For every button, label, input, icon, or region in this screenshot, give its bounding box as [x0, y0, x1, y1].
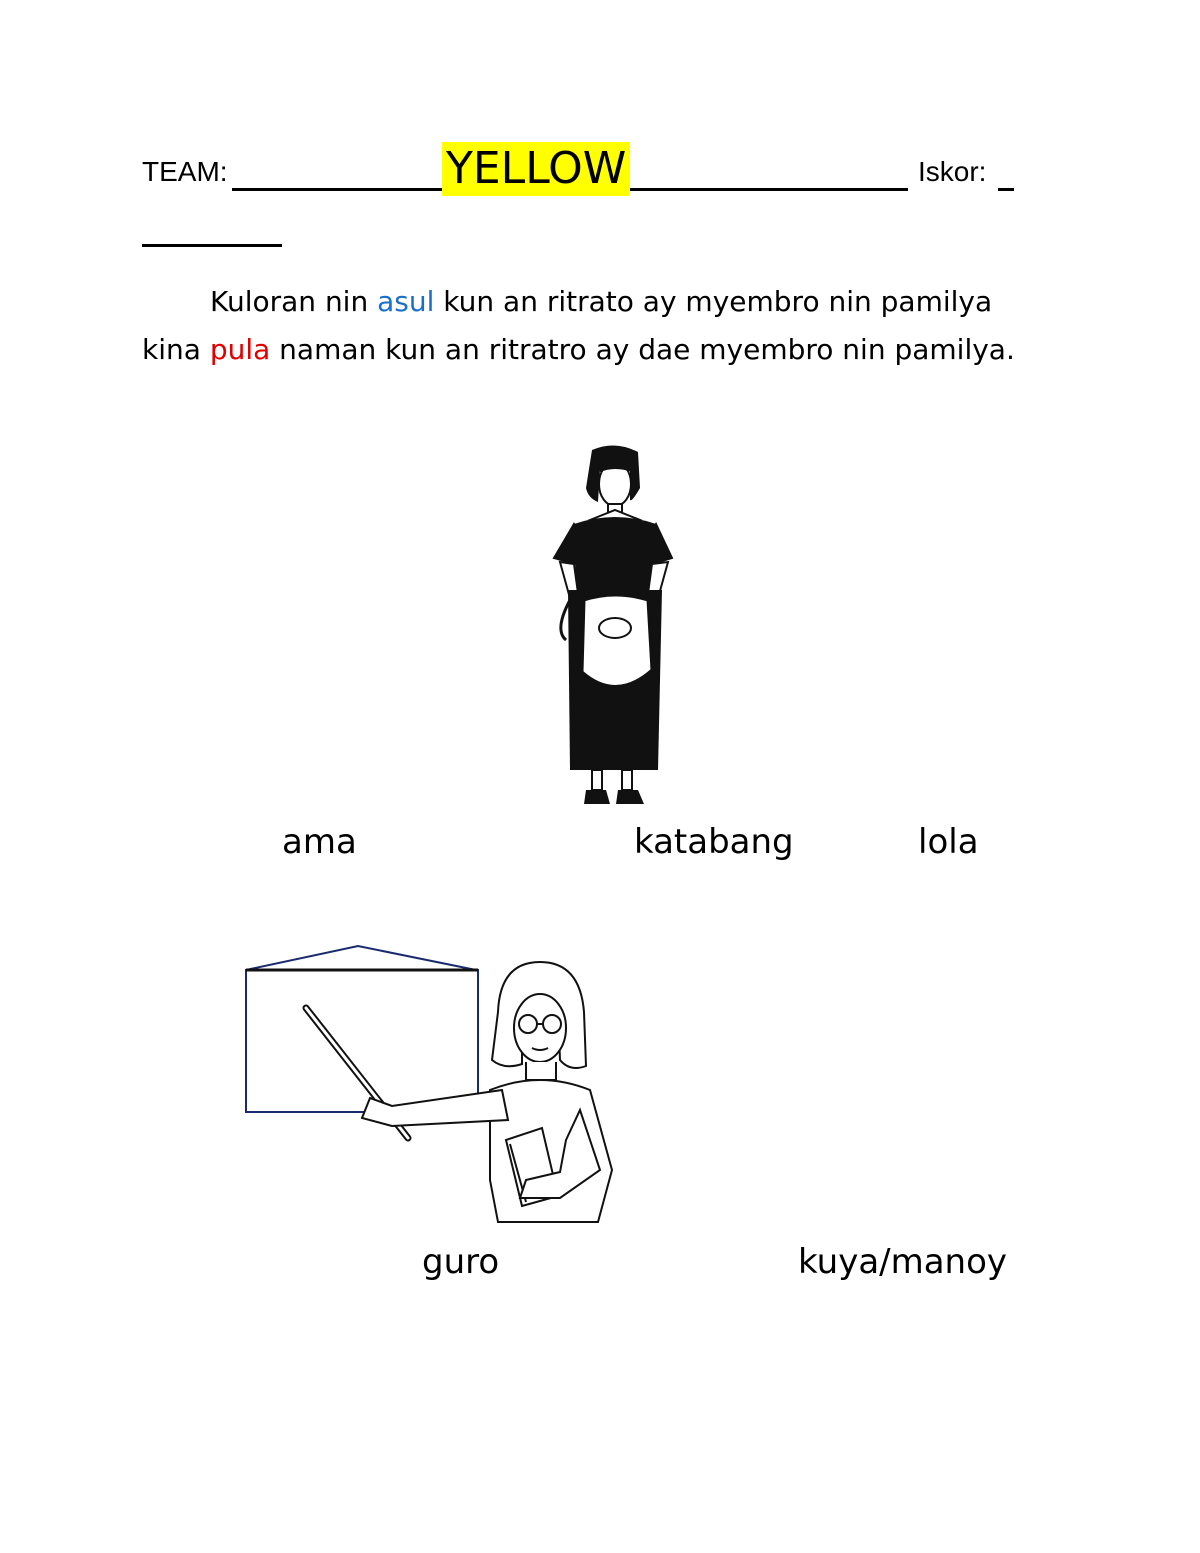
choice-ama: ama [282, 822, 357, 862]
instruction-text: naman kun an ritratro ay dae myembro nin pamilya. [270, 333, 1015, 366]
instruction-text: kina [142, 333, 210, 366]
teacher-illustration [240, 940, 640, 1225]
choice-katabang: katabang [634, 822, 794, 862]
team-value: YELLOW [442, 142, 630, 196]
choice-lola: lola [918, 822, 979, 862]
instruction-text: kun an ritrato ay myembro nin pamilya [434, 285, 993, 318]
blue-word: asul [377, 285, 435, 318]
choice-kuya-manoy: kuya/manoy [798, 1242, 1008, 1282]
score-label: Iskor: [918, 156, 987, 187]
score-blank-line [998, 188, 1014, 191]
team-label: TEAM: [142, 156, 228, 187]
choice-guro: guro [422, 1242, 500, 1282]
instruction-text: Kuloran nin [210, 285, 378, 318]
maid-illustration [540, 440, 680, 810]
instructions [142, 278, 1102, 374]
score-blank-line-continued [142, 244, 282, 247]
red-word: pula [209, 333, 271, 366]
